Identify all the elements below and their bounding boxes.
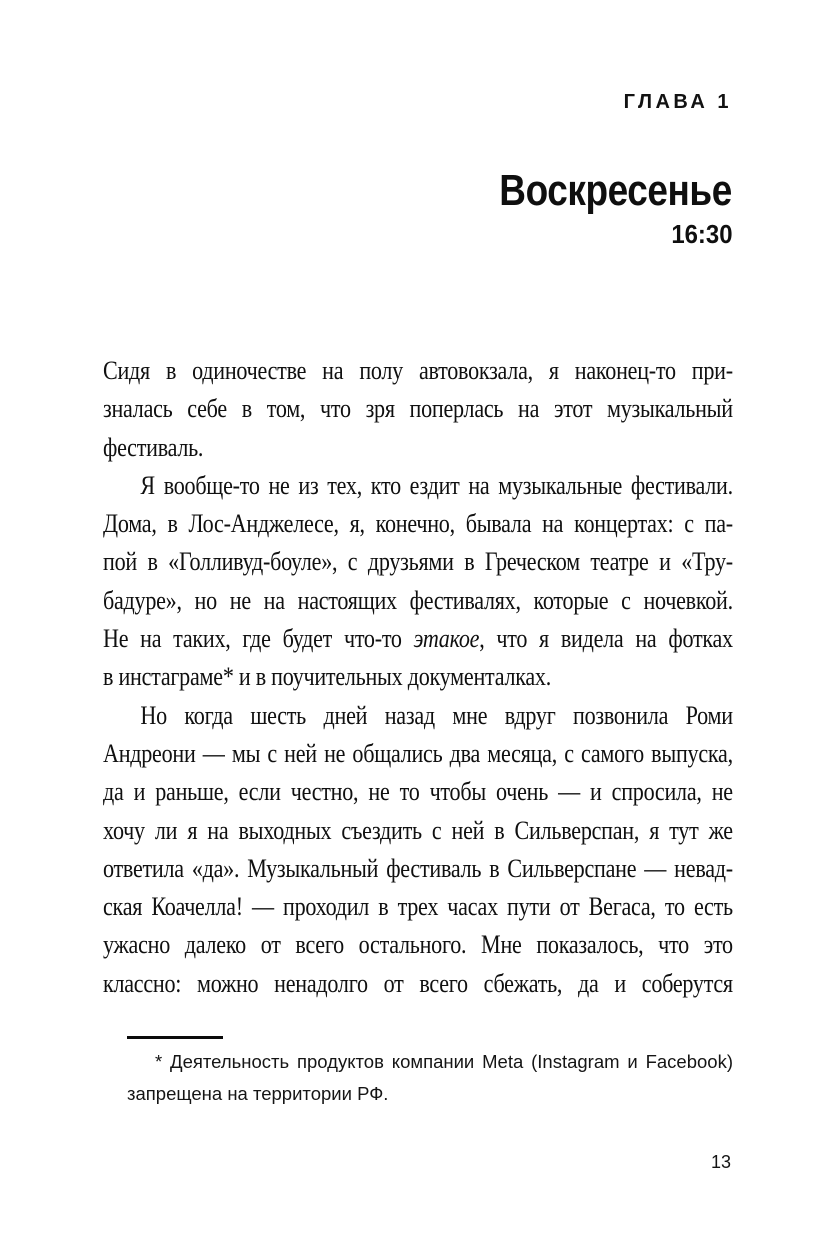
text-line: [103, 620, 733, 658]
text-segment: в инстаграме* и в поучительных документалках.: [103, 662, 551, 692]
text-segment: фестиваль.: [103, 432, 204, 462]
text-segment: Дома, в Лос-Анджелесе, я, конечно, бывала на концертах: с па-: [103, 509, 733, 539]
text-line: [103, 352, 733, 390]
paragraph: [103, 467, 733, 697]
page-number: 13: [710, 1152, 731, 1172]
text-segment: * Деятельность продуктов компании Meta (Instagram и Facebook): [155, 1051, 733, 1072]
text-line: [103, 965, 733, 1003]
text-line: [103, 697, 733, 735]
text-line: [103, 812, 733, 850]
text-segment: Сидя в одиночестве на полу автовокзала, я наконец-то при-: [103, 356, 733, 385]
text-segment: зналась себе в том, что зря поперлась на этот музыкальный: [103, 394, 733, 424]
text-line: [103, 505, 733, 543]
text-segment: , что я видела на фотках: [479, 624, 733, 654]
text-line: [103, 543, 733, 581]
text-line: [103, 467, 733, 505]
text-line: [103, 429, 733, 467]
footnote-rule: [127, 1036, 223, 1039]
text-segment: классно: можно ненадолго от всего сбежать, да и соберутся: [103, 968, 733, 998]
text-line: [103, 926, 733, 964]
text-segment: ответила «да». Музыкальный фестиваль в Сильверспане — невад-: [103, 853, 733, 883]
text-segment: Я вообще-то не из тех, кто ездит на музыкальные фестивали.: [140, 470, 733, 500]
paragraph: [103, 697, 733, 1003]
footnote: [127, 1036, 733, 1110]
text-segment: Не на таких, где будет что-то: [103, 624, 414, 654]
text-line: [127, 1078, 733, 1110]
text-line: [103, 735, 733, 773]
text-line: [103, 390, 733, 428]
footnote-text: [127, 1046, 733, 1110]
time-label: 16:30: [670, 219, 732, 249]
text-segment: ужасно далеко от всего остального. Мне показалось, что это: [103, 930, 733, 960]
text-segment: Андреони — мы с ней не общались два месяца, с самого выпуска,: [103, 738, 733, 768]
page-title: Воскресенье: [499, 166, 732, 215]
text-line: [103, 773, 733, 811]
text-segment: ская Коачелла! — проходил в трех часах пути от Вегаса, то есть: [103, 892, 733, 922]
chapter-label: ГЛАВА 1: [623, 91, 732, 113]
text-line: [103, 888, 733, 926]
text-segment: запрещена на территории РФ.: [127, 1083, 389, 1104]
text-segment: бадуре», но не на настоящих фестивалях, которые с ночевкой.: [103, 585, 733, 615]
text-segment: пой в «Голливуд-боуле», с друзьями в Греческом театре и «Тру-: [103, 547, 733, 577]
text-line: [127, 1046, 733, 1078]
text-line: [103, 582, 733, 620]
body-text-column: [103, 352, 733, 1003]
text-line: [103, 658, 733, 696]
text-line: [103, 850, 733, 888]
text-segment: Но когда шесть дней назад мне вдруг позвонила Роми: [140, 700, 733, 730]
body-text: [103, 352, 733, 1003]
paragraph: [103, 352, 733, 467]
text-segment: хочу ли я на выходных съездить с ней в Сильверспан, я тут же: [103, 815, 733, 845]
text-segment: да и раньше, если честно, не то чтобы очень — и спросила, не: [103, 777, 733, 807]
italic-text: этакое: [413, 624, 480, 654]
